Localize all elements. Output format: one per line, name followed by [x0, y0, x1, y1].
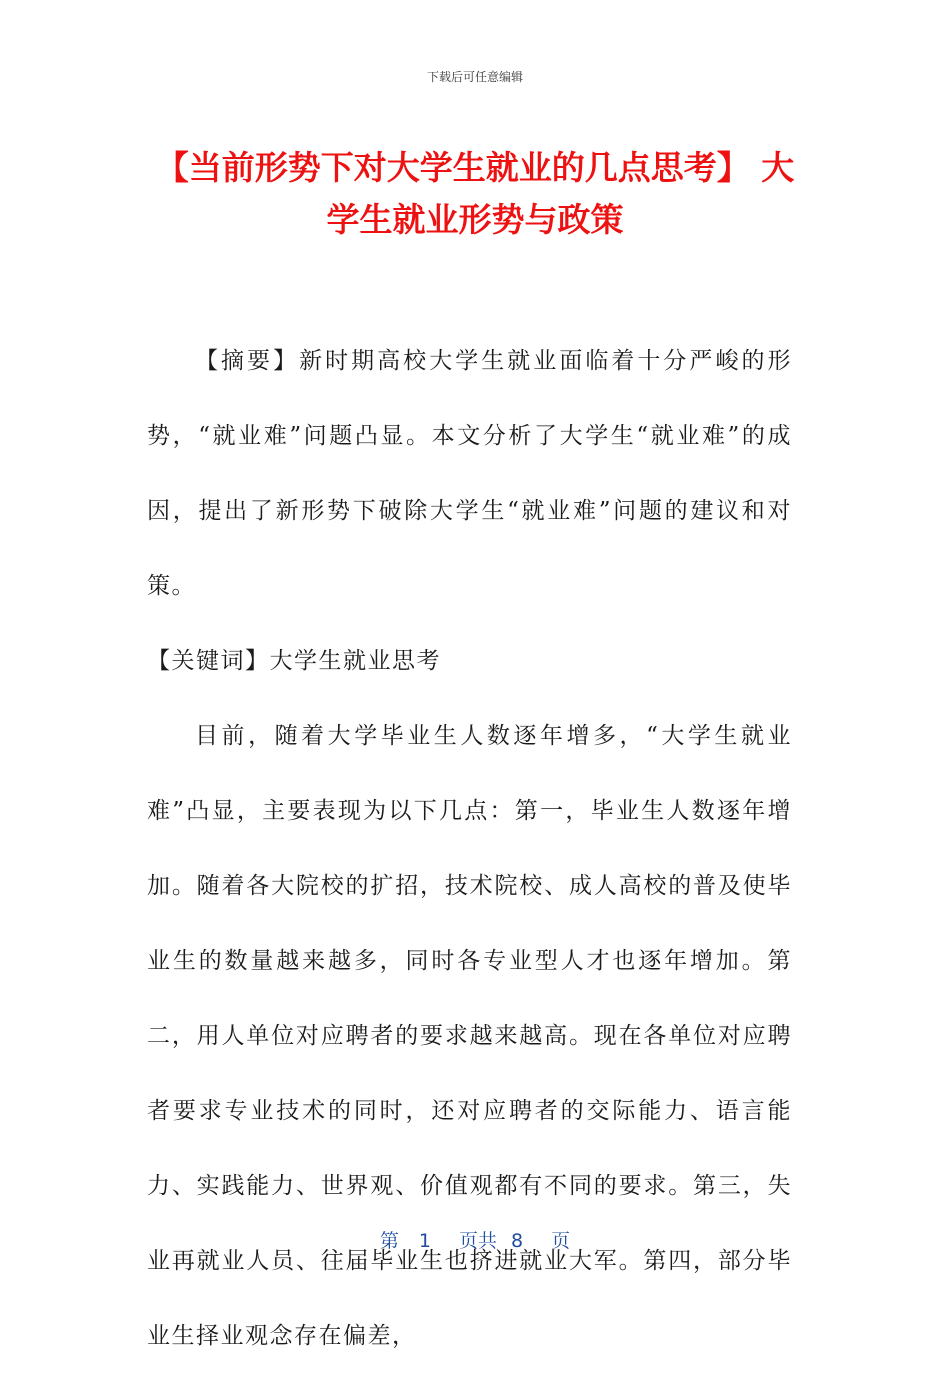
body-paragraph: 目前，随着大学毕业生人数逐年增多，“大学生就业难”凸显，主要表现为以下几点：第一，毕业生人数逐年增加。随着各大院校的扩招，技术院校、成人高校的普及使毕业生的数量越来越多，同时各专业型人才也逐年增加。第二，用人单位对应聘者的要求越来越高。现在各单位对应聘者要求专业技术的同时，还对应聘者的交际能力、语言能力、实践能力、世界观、价值观都有不同的要求。第三，失业再就业人员、往届毕业生也挤进就业大军。第四，部分毕业生择业观念存在偏差， — [147, 723, 792, 1349]
document-title: 【当前形势下对大学生就业的几点思考】 大学生就业形势与政策 — [155, 148, 795, 239]
page-footer — [0, 1226, 950, 1253]
abstract-paragraph: 【摘要】新时期高校大学生就业面临着十分严峻的形势，“就业难”问题凸显。本文分析了大学生“就业难”的成因，提出了新形势下破除大学生“就业难”问题的建议和对策。 — [147, 348, 792, 599]
keywords-paragraph: 【关键词】大学生就业思考 — [147, 648, 441, 674]
page-middle: 页共 — [458, 1230, 497, 1252]
page-number: 1 — [418, 1230, 431, 1252]
page-suffix: 页 — [551, 1230, 571, 1252]
header-note: 下载后可任意编辑 — [426, 70, 523, 84]
page-prefix: 第 — [379, 1230, 399, 1252]
page-total: 8 — [511, 1230, 524, 1252]
document-body — [147, 324, 792, 1374]
